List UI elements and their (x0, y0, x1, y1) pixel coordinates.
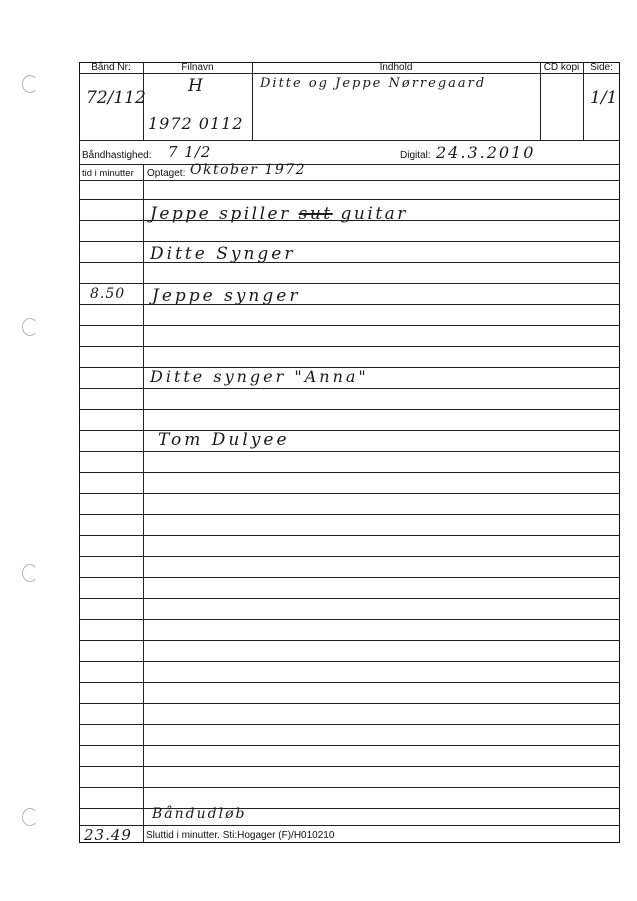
entry-text: Ditte Synger (150, 244, 296, 264)
ruled-line (79, 180, 620, 181)
ruled-line (79, 787, 620, 788)
ruled-line (79, 619, 620, 620)
ruled-line (79, 346, 620, 347)
header-filnavn: Filnavn (181, 62, 214, 73)
speed-label: Båndhastighed: (82, 150, 152, 161)
entry-text: Jeppe synger (152, 286, 301, 306)
ruled-line (79, 199, 620, 200)
filnavn-number: 1972 0112 (148, 114, 244, 133)
ruled-line (79, 577, 620, 578)
ruled-line (79, 472, 620, 473)
punch-hole (22, 564, 38, 582)
entry-text-part: Jeppe spiller (150, 204, 299, 224)
ruled-line (79, 661, 620, 662)
entry-text-part: guitar (332, 204, 408, 224)
filnavn-letter: H (188, 76, 205, 96)
ruled-line (79, 703, 620, 704)
struck-word: sut (298, 204, 333, 224)
speed-value: 7 1/2 (168, 143, 212, 161)
entry-time: 8.50 (90, 286, 126, 302)
indhold-value: Ditte og Jeppe Nørregaard (260, 76, 487, 91)
ruled-line (79, 409, 620, 410)
recorded-value: Oktober 1972 (190, 162, 307, 178)
header-indhold: Indhold (379, 62, 413, 73)
punch-hole (22, 808, 38, 826)
recorded-label: Optaget: (147, 168, 186, 179)
end-note: Båndudløb (152, 806, 247, 822)
ruled-line (79, 598, 620, 599)
ruled-line (79, 325, 620, 326)
ruled-line (79, 640, 620, 641)
closing-label: Sluttid i minutter. Sti:Hogager (F)/H010210 (146, 830, 335, 841)
entry-text: Ditte synger "Anna" (150, 367, 369, 386)
ruled-line (79, 556, 620, 557)
entry-text: Tom Dulyee (158, 430, 290, 450)
time-column-divider (143, 164, 144, 843)
ruled-line (79, 241, 620, 242)
ruled-line (79, 745, 620, 746)
digital-value: 24.3.2010 (436, 143, 536, 162)
ruled-line (79, 682, 620, 683)
entry-text (150, 204, 408, 224)
header-band-nr: Bånd Nr: (91, 62, 131, 73)
ruled-line (79, 283, 620, 284)
ruled-line (79, 451, 620, 452)
ruled-line (79, 825, 620, 826)
punch-hole (22, 318, 38, 336)
grid-line (79, 140, 620, 141)
ruled-line (79, 766, 620, 767)
side-value: 1/1 (590, 88, 618, 108)
ruled-line (79, 388, 620, 389)
header-cd-kopi: CD kopi (543, 62, 580, 73)
ruled-line (79, 724, 620, 725)
ruled-line (79, 514, 620, 515)
end-time: 23.49 (84, 826, 132, 844)
punch-hole (22, 75, 38, 93)
ruled-line (79, 535, 620, 536)
grid-line (79, 164, 620, 165)
band-nr-value: 72/112 (86, 88, 146, 108)
header-side: Side: (590, 62, 613, 73)
time-column-label: tid i minutter (82, 168, 134, 179)
ruled-line (79, 493, 620, 494)
digital-label: Digital: (400, 150, 431, 161)
